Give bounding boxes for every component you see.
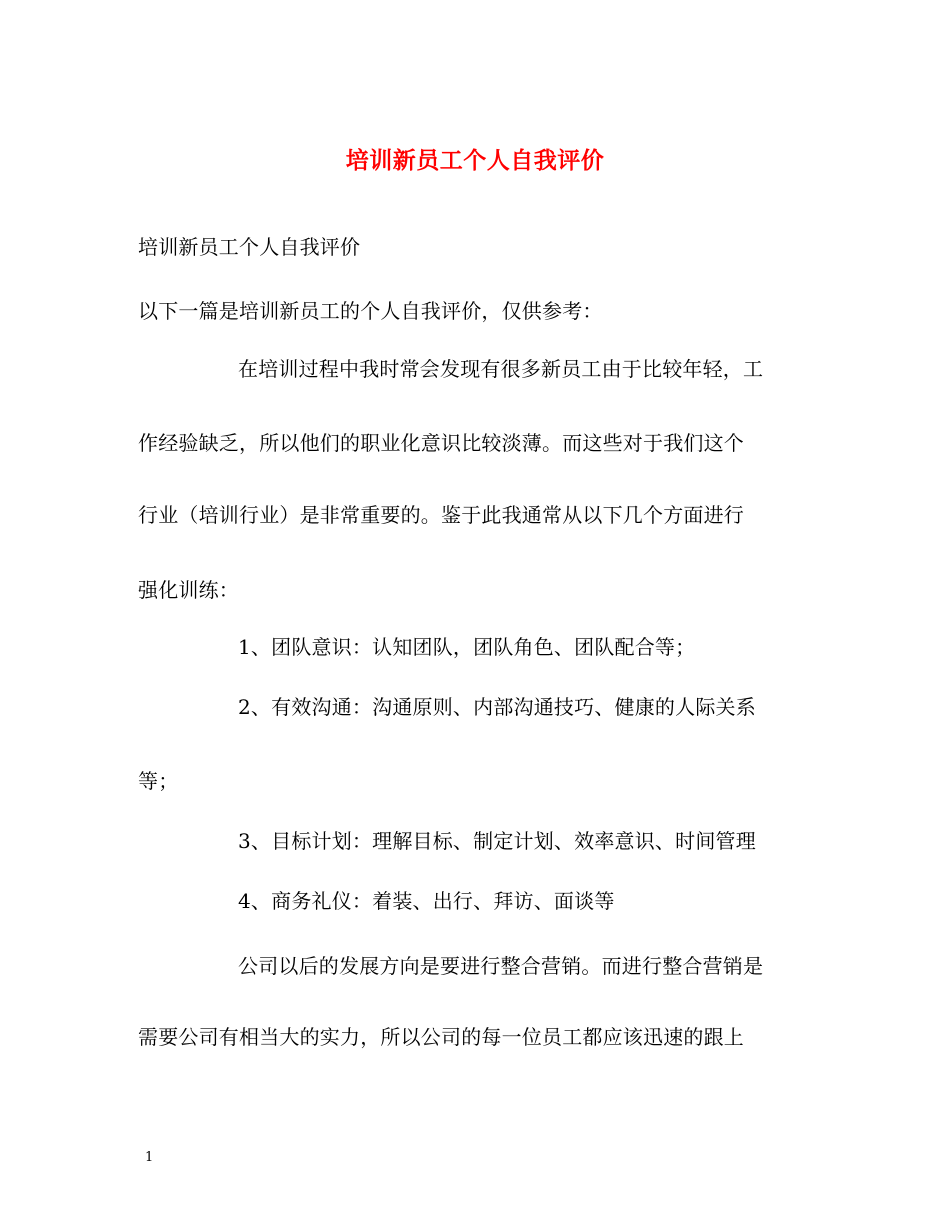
body-line-13: 需要公司有相当大的实力，所以公司的每一位员工都应该迅速的跟上 [138, 1025, 744, 1049]
body-line-1: 培训新员工个人自我评价 [138, 235, 361, 259]
body-line-4: 作经验缺乏，所以他们的职业化意识比较淡薄。而这些对于我们这个 [138, 431, 744, 455]
body-line-11: 4、商务礼仪：着装、出行、拜访、面谈等 [238, 889, 615, 913]
body-line-3: 在培训过程中我时常会发现有很多新员工由于比较年轻，工 [238, 357, 764, 381]
body-line-6: 强化训练： [138, 578, 239, 602]
body-line-12: 公司以后的发展方向是要进行整合营销。而进行整合营销是 [238, 954, 764, 978]
document-title: 培训新员工个人自我评价 [345, 147, 605, 174]
body-line-5: 行业（培训行业）是非常重要的。鉴于此我通常从以下几个方面进行 [138, 503, 744, 527]
body-line-8: 2、有效沟通：沟通原则、内部沟通技巧、健康的人际关系 [238, 695, 756, 719]
body-line-10: 3、目标计划：理解目标、制定计划、效率意识、时间管理 [238, 829, 756, 853]
body-line-2: 以下一篇是培训新员工的个人自我评价，仅供参考： [138, 299, 603, 323]
body-line-9: 等； [138, 769, 179, 793]
page-number: 1 [145, 1150, 154, 1165]
body-line-7: 1、团队意识：认知团队，团队角色、团队配合等； [238, 635, 696, 659]
